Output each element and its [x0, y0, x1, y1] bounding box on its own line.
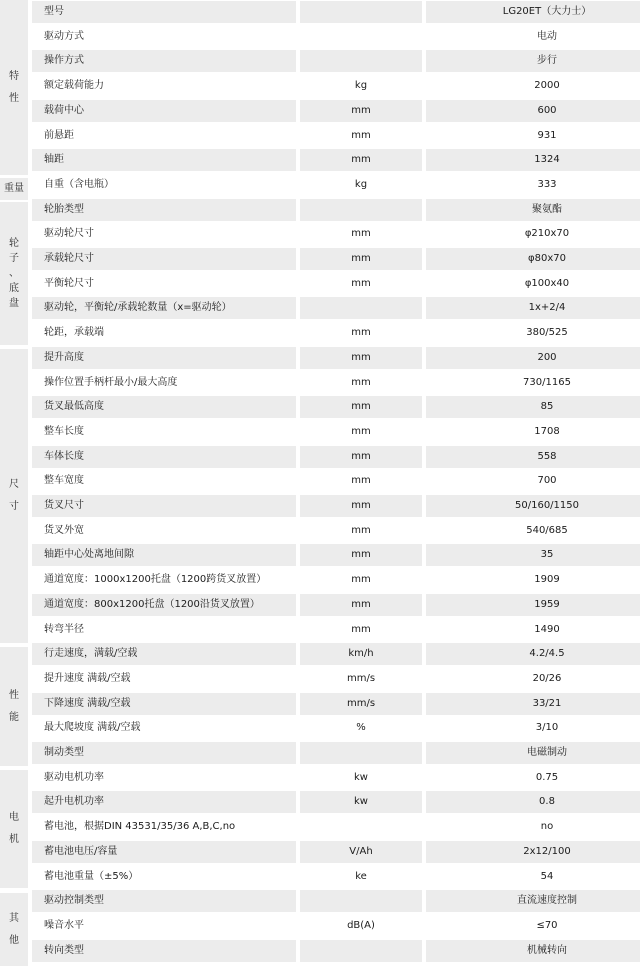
spec-name: 额定载荷能力: [44, 80, 104, 91]
spec-unit: [300, 1, 422, 23]
spec-name: 自重（含电瓶）: [44, 179, 114, 190]
spec-value: ≤70: [536, 920, 558, 931]
spec-value: 33/21: [426, 693, 640, 715]
spec-name: 操作方式: [32, 50, 296, 72]
spec-unit: mm: [351, 475, 371, 486]
spec-unit: km/h: [300, 643, 422, 665]
spec-name: 货叉外宽: [44, 525, 84, 536]
group-label: 其 他: [9, 912, 19, 946]
spec-name: 驱动控制类型: [32, 890, 296, 912]
spec-name: 车体长度: [32, 446, 296, 468]
spec-value: 1324: [426, 149, 640, 171]
spec-unit: mm: [300, 594, 422, 616]
spec-unit: kg: [354, 179, 368, 190]
spec-row: [32, 149, 640, 171]
spec-name: 载荷中心: [32, 100, 296, 122]
spec-unit: mm: [300, 149, 422, 171]
spec-unit: mm: [300, 248, 422, 270]
spec-row: [32, 816, 640, 838]
spec-value: 931: [537, 130, 557, 141]
spec-unit: [300, 26, 422, 48]
spec-name: 驱动方式: [44, 31, 84, 42]
spec-unit: mm: [351, 278, 371, 289]
spec-unit: mm: [351, 525, 371, 536]
spec-unit: mm: [300, 446, 422, 468]
spec-value: 步行: [426, 50, 640, 72]
spec-value: φ100x40: [524, 278, 570, 289]
spec-value: 380/525: [526, 327, 568, 338]
spec-row: [32, 890, 640, 912]
spec-row: [32, 396, 640, 418]
group-label: 性 能: [9, 689, 19, 723]
group-label: 重量: [4, 183, 24, 194]
spec-row: [32, 717, 640, 739]
spec-name: 平衡轮尺寸: [44, 278, 94, 289]
spec-row: [32, 866, 640, 888]
spec-unit: mm: [300, 396, 422, 418]
group-performance: [0, 647, 28, 766]
spec-value: 电磁制动: [426, 742, 640, 764]
spec-unit: V/Ah: [300, 841, 422, 863]
spec-value: 1909: [534, 574, 560, 585]
spec-row: [32, 668, 640, 690]
spec-row: [32, 569, 640, 591]
spec-row: [32, 174, 640, 196]
spec-row: [32, 495, 640, 517]
spec-unit: kg: [354, 80, 368, 91]
spec-row: [32, 199, 640, 221]
spec-value: 1708: [534, 426, 560, 437]
spec-name: 整车长度: [44, 426, 84, 437]
spec-unit: [300, 199, 422, 221]
spec-unit: mm: [300, 347, 422, 369]
spec-value: 200: [426, 347, 640, 369]
spec-value: 1490: [534, 624, 560, 635]
spec-row: [32, 297, 640, 319]
group-features: [0, 0, 28, 175]
spec-row: [32, 50, 640, 72]
spec-value: 20/26: [532, 673, 562, 684]
spec-value: 35: [426, 544, 640, 566]
spec-row: [32, 125, 640, 147]
spec-value: φ80x70: [426, 248, 640, 270]
spec-name: 提升速度 满载/空载: [44, 673, 131, 684]
spec-value: 0.75: [535, 772, 559, 783]
group-label: 轮 子 、 底 盘: [9, 238, 19, 309]
spec-name: 蓄电池电压/容量: [32, 841, 296, 863]
spec-name: 转弯半径: [44, 624, 84, 635]
spec-row: [32, 26, 640, 48]
spec-row: [32, 841, 640, 863]
spec-unit: mm: [351, 624, 371, 635]
spec-row: [32, 619, 640, 641]
spec-row: [32, 75, 640, 97]
spec-unit: %: [356, 722, 366, 733]
spec-value: 机械转向: [426, 940, 640, 962]
group-label: 尺 寸: [9, 479, 19, 512]
spec-name: 承载轮尺寸: [32, 248, 296, 270]
spec-row: [32, 322, 640, 344]
spec-name: 货叉尺寸: [32, 495, 296, 517]
spec-row: [32, 223, 640, 245]
spec-name: 通道宽度：800x1200托盘（1200沿货叉放置）: [32, 594, 296, 616]
spec-row: [32, 347, 640, 369]
spec-row: [32, 915, 640, 937]
spec-value: 85: [426, 396, 640, 418]
spec-value: 540/685: [526, 525, 568, 536]
spec-unit: mm: [351, 377, 371, 388]
spec-row: [32, 470, 640, 492]
spec-name: 转向类型: [32, 940, 296, 962]
group-dimensions: [0, 349, 28, 643]
spec-value: 2000: [534, 80, 560, 91]
spec-row: [32, 421, 640, 443]
spec-name: 行走速度，满载/空载: [32, 643, 296, 665]
spec-name: 噪音水平: [44, 920, 84, 931]
spec-row: [32, 520, 640, 542]
group-label: 特 性: [9, 70, 19, 104]
spec-name: 轮胎类型: [32, 199, 296, 221]
group-other: [0, 893, 28, 966]
spec-unit: [300, 742, 422, 764]
spec-value: 0.8: [426, 791, 640, 813]
spec-row: [32, 742, 640, 764]
spec-name: 驱动电机功率: [44, 772, 104, 783]
spec-name: 蓄电池，根据DIN 43531/35/36 A,B,C,no: [44, 821, 236, 832]
spec-unit: kw: [300, 791, 422, 813]
spec-name: 整车宽度: [44, 475, 84, 486]
spec-value: 1959: [426, 594, 640, 616]
spec-row: [32, 273, 640, 295]
spec-value: 333: [537, 179, 557, 190]
spec-unit: mm: [351, 130, 371, 141]
spec-unit: [300, 940, 422, 962]
spec-row: [32, 791, 640, 813]
spec-value: φ210x70: [524, 228, 570, 239]
spec-value: 聚氨酯: [426, 199, 640, 221]
spec-unit: [300, 297, 422, 319]
spec-unit: [300, 50, 422, 72]
group-weight: [0, 178, 28, 200]
spec-name: 前悬距: [44, 130, 74, 141]
spec-unit: mm: [300, 544, 422, 566]
spec-unit: mm: [300, 495, 422, 517]
spec-row: [32, 248, 640, 270]
spec-name: 驱动轮，平衡轮/承载轮数量（x=驱动轮）: [32, 297, 296, 319]
spec-name: 下降速度 满载/空载: [32, 693, 296, 715]
spec-row: [32, 100, 640, 122]
spec-unit: mm: [351, 426, 371, 437]
spec-unit: [300, 816, 422, 838]
spec-value: 3/10: [535, 722, 559, 733]
spec-value: 558: [426, 446, 640, 468]
spec-unit: mm: [351, 327, 371, 338]
spec-row: [32, 1, 640, 23]
spec-value: 4.2/4.5: [426, 643, 640, 665]
group-label: 电 机: [9, 812, 19, 845]
spec-value: 2x12/100: [426, 841, 640, 863]
spec-unit: mm: [300, 100, 422, 122]
spec-value: 直流速度控制: [426, 890, 640, 912]
spec-name: 驱动轮尺寸: [44, 228, 94, 239]
spec-value: no: [540, 821, 554, 832]
spec-unit: ke: [355, 871, 367, 882]
spec-unit: mm/s: [300, 693, 422, 715]
spec-unit: mm: [351, 228, 371, 239]
group-motor: [0, 770, 28, 888]
spec-value: 50/160/1150: [426, 495, 640, 517]
spec-unit: mm: [351, 574, 371, 585]
spec-value: 1x+2/4: [426, 297, 640, 319]
spec-value: LG20ET（大力士）: [426, 1, 640, 23]
spec-name: 操作位置手柄杆最小/最大高度: [44, 377, 178, 388]
spec-row: [32, 940, 640, 962]
spec-value: 600: [426, 100, 640, 122]
spec-name: 最大爬坡度 满载/空载: [44, 722, 141, 733]
spec-row: [32, 544, 640, 566]
spec-row: [32, 594, 640, 616]
spec-value: 700: [537, 475, 557, 486]
spec-name: 轮距，承载端: [44, 327, 104, 338]
spec-name: 型号: [32, 1, 296, 23]
spec-row: [32, 372, 640, 394]
spec-row: [32, 446, 640, 468]
spec-name: 轴距中心处离地间隙: [32, 544, 296, 566]
spec-name: 制动类型: [32, 742, 296, 764]
group-wheels: [0, 202, 28, 345]
spec-unit: mm/s: [346, 673, 376, 684]
spec-name: 提升高度: [32, 347, 296, 369]
spec-unit: dB(A): [347, 920, 375, 931]
spec-row: [32, 767, 640, 789]
spec-row: [32, 643, 640, 665]
spec-name: 通道宽度：1000x1200托盘（1200跨货叉放置）: [44, 574, 267, 585]
spec-name: 起升电机功率: [32, 791, 296, 813]
spec-value: 730/1165: [523, 377, 571, 388]
spec-name: 轴距: [32, 149, 296, 171]
spec-unit: [300, 890, 422, 912]
spec-unit: kw: [354, 772, 368, 783]
spec-name: 货叉最低高度: [32, 396, 296, 418]
spec-value: 电动: [537, 31, 557, 42]
spec-value: 54: [540, 871, 554, 882]
spec-row: [32, 693, 640, 715]
spec-name: 蓄电池重量（±5%）: [44, 871, 139, 882]
